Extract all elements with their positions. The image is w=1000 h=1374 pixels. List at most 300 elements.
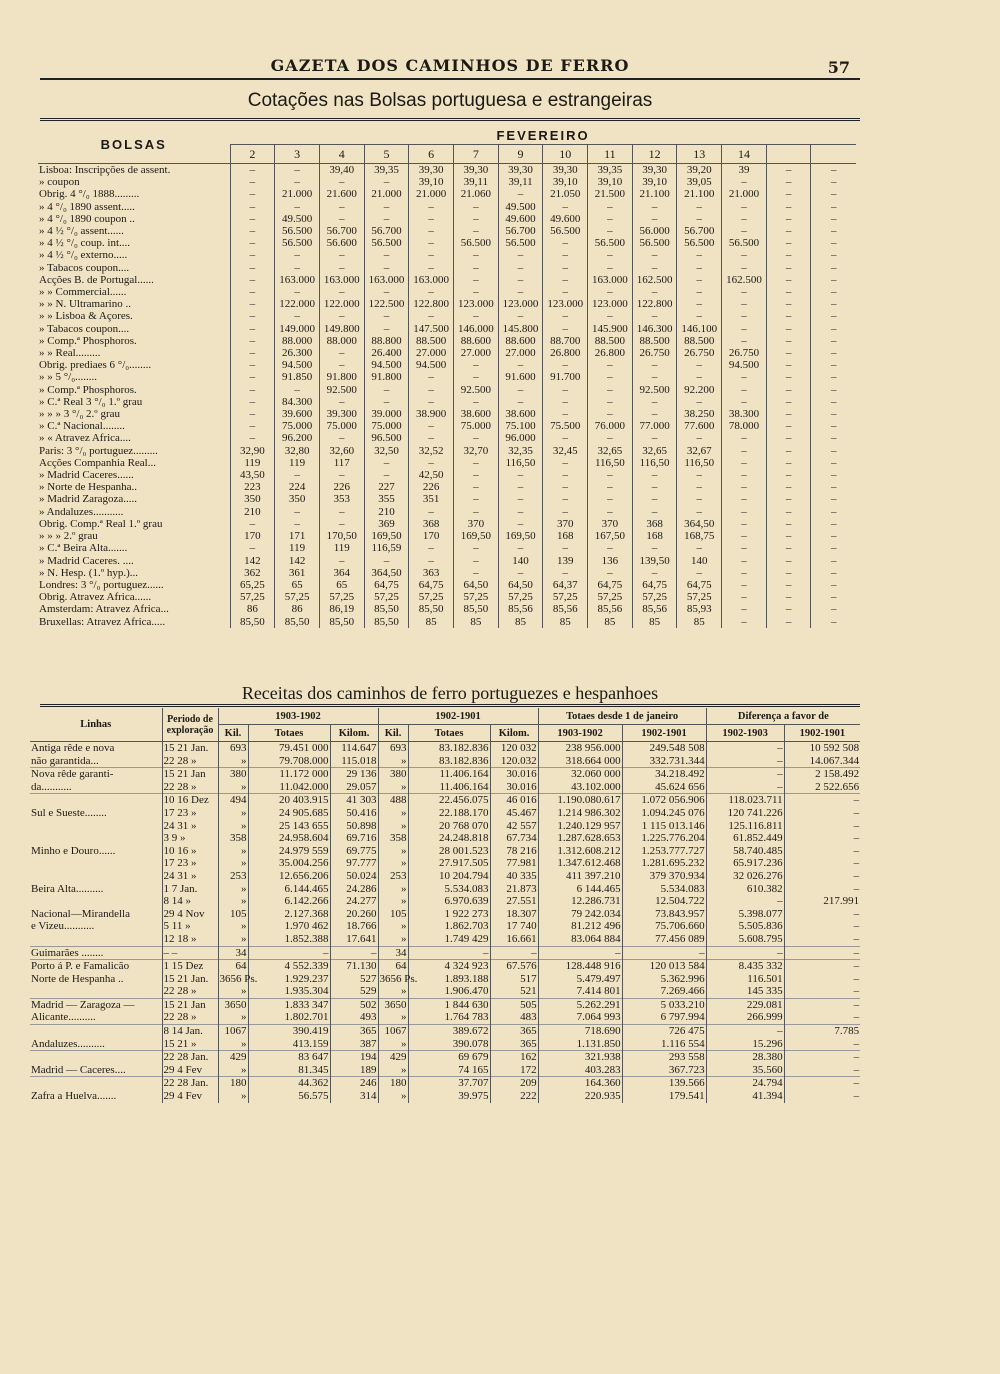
quote-cell: 64,75: [409, 579, 454, 591]
quote-cell: –: [677, 298, 722, 310]
quote-cell: –: [811, 432, 856, 444]
quote-cell: –: [632, 249, 677, 261]
quote-cell: –: [453, 225, 498, 237]
difference-cell: –: [784, 1011, 860, 1024]
kil-cell: »: [218, 883, 248, 896]
total-since-cell: 6 144.465: [538, 883, 622, 896]
kilom-cell: 17.641: [330, 933, 378, 946]
difference-cell: 41.394: [706, 1090, 784, 1103]
receitas-row: [30, 1077, 860, 1090]
bolsas-corner-label: BOLSAS: [38, 126, 230, 164]
quote-cell: –: [766, 371, 811, 383]
kilom-cell: 40 335: [490, 870, 538, 883]
quote-cell: 119: [275, 542, 320, 554]
quote-cell: 64,50: [453, 579, 498, 591]
quote-cell: –: [409, 237, 454, 249]
total-cell: 1.833 347: [248, 998, 330, 1011]
total-cell: 28 001.523: [408, 845, 490, 858]
quote-cell: 56.500: [364, 237, 409, 249]
quote-cell: 145.800: [498, 323, 543, 335]
quote-cell: 162.500: [632, 274, 677, 286]
kil-cell: »: [378, 781, 408, 794]
quote-cell: 210: [230, 506, 275, 518]
kilom-cell: 505: [490, 998, 538, 1011]
security-name: » » N. Ultramarino ..: [39, 298, 131, 311]
period-cell: 22 28 »: [162, 1011, 218, 1024]
quote-cell: –: [543, 310, 588, 322]
quote-cell: –: [722, 530, 767, 542]
total-since-cell: 1.094.245 076: [622, 807, 706, 820]
quote-cell: –: [230, 237, 275, 249]
period-cell: 15 21 Jan.: [162, 973, 218, 986]
quote-cell: 168,75: [677, 530, 722, 542]
quote-cell: –: [677, 481, 722, 493]
quote-cell: –: [722, 542, 767, 554]
quote-cell: –: [498, 518, 543, 530]
quote-cell: 85,50: [364, 616, 409, 628]
quote-cell: –: [230, 359, 275, 371]
quote-cell: –: [230, 420, 275, 432]
difference-cell: –: [784, 946, 860, 960]
quote-cell: 21.100: [677, 188, 722, 200]
total-cell: 390.419: [248, 1025, 330, 1038]
receitas-row: [30, 1011, 860, 1024]
total-cell: 44.362: [248, 1077, 330, 1090]
day-header: 10: [543, 145, 588, 164]
receitas-row: [30, 781, 860, 794]
quote-cell: –: [319, 201, 364, 213]
quote-cell: 170,50: [319, 530, 364, 542]
kil-cell: 105: [218, 908, 248, 921]
total-since-cell: 73.843.957: [622, 908, 706, 921]
quote-cell: 116,50: [588, 457, 633, 469]
quote-cell: –: [543, 359, 588, 371]
difference-cell: –: [784, 794, 860, 807]
total-cell: 83.182.836: [408, 755, 490, 768]
quote-cell: –: [453, 262, 498, 274]
quote-cell: –: [766, 323, 811, 335]
kilom-cell: 45.467: [490, 807, 538, 820]
security-name: » 4 °/₀ 1890 assent.....: [39, 200, 135, 213]
day-header: 12: [632, 145, 677, 164]
kil-cell: »: [218, 755, 248, 768]
quote-cell: 368: [632, 518, 677, 530]
quote-cell: –: [453, 542, 498, 554]
quote-cell: 75.100: [498, 420, 543, 432]
period-cell: 15 21 »: [162, 1038, 218, 1051]
quote-cell: –: [811, 530, 856, 542]
kilom-cell: 50.024: [330, 870, 378, 883]
quote-cell: –: [722, 493, 767, 505]
bolsas-row: [38, 420, 856, 432]
quote-cell: –: [811, 518, 856, 530]
kil-cell: »: [218, 895, 248, 908]
quote-cell: 351: [409, 493, 454, 505]
quote-cell: –: [409, 286, 454, 298]
quote-cell: –: [632, 213, 677, 225]
quote-cell: 88.000: [275, 335, 320, 347]
quote-cell: –: [498, 359, 543, 371]
kilom-cell: 189: [330, 1064, 378, 1077]
quote-cell: 32,52: [409, 445, 454, 457]
bolsas-row: [38, 201, 856, 213]
receitas-row: [30, 883, 860, 896]
quote-cell: –: [632, 408, 677, 420]
quote-cell: –: [453, 274, 498, 286]
quote-cell: –: [766, 176, 811, 188]
kilom-cell: 387: [330, 1038, 378, 1051]
line-name: Madrid — Caceres....: [31, 1063, 126, 1076]
day-header-blank: [811, 145, 856, 164]
quote-cell: –: [409, 457, 454, 469]
col-totaes-desde-1: 1903-1902: [538, 725, 622, 742]
quote-cell: –: [811, 310, 856, 322]
quote-cell: 362: [230, 567, 275, 579]
difference-cell: 65.917.236: [706, 857, 784, 870]
kil-cell: 3656 Ps.: [219, 972, 258, 985]
quote-cell: –: [766, 603, 811, 615]
difference-cell: 125.116.811: [706, 820, 784, 833]
quote-cell: –: [588, 225, 633, 237]
kilom-cell: 120.032: [490, 755, 538, 768]
total-since-cell: 1.253.777.727: [622, 845, 706, 858]
quote-cell: 27.000: [409, 347, 454, 359]
quote-cell: –: [453, 286, 498, 298]
line-name: [30, 895, 162, 908]
quote-cell: –: [722, 286, 767, 298]
quote-cell: 26.750: [677, 347, 722, 359]
quote-cell: –: [722, 616, 767, 628]
col-diferenca: Diferença a favor de: [706, 708, 860, 725]
quote-cell: 122.800: [409, 298, 454, 310]
quote-cell: –: [588, 359, 633, 371]
security-name: » 4 ½ °/₀ assent......: [39, 225, 124, 238]
receitas-table: [30, 708, 860, 1103]
total-since-cell: 1.225.776.204: [622, 832, 706, 845]
quote-cell: –: [766, 164, 811, 177]
security-name: Acções Companhia Real...: [39, 456, 156, 469]
difference-cell: 5.505.836: [706, 920, 784, 933]
total-cell: 1.929.237: [248, 973, 330, 986]
quote-cell: –: [275, 176, 320, 188]
quote-cell: –: [722, 384, 767, 396]
kilom-cell: 50.898: [330, 820, 378, 833]
quote-cell: 85: [588, 616, 633, 628]
difference-cell: –: [784, 832, 860, 845]
kil-cell: 64: [378, 960, 408, 973]
quote-cell: 57,25: [677, 591, 722, 603]
quote-cell: 56.600: [319, 237, 364, 249]
receitas-row: [30, 998, 860, 1011]
quote-cell: –: [677, 371, 722, 383]
quote-cell: 49.600: [543, 213, 588, 225]
kilom-cell: 483: [490, 1011, 538, 1024]
quote-cell: 88.500: [677, 335, 722, 347]
security-name: » » » 3 °/₀ 2.º grau: [39, 408, 120, 421]
difference-cell: 24.794: [706, 1077, 784, 1090]
total-since-cell: 238 956.000: [538, 742, 622, 755]
quote-cell: –: [409, 542, 454, 554]
col-linhas: Linhas: [30, 708, 162, 742]
receitas-row: [30, 845, 860, 858]
total-cell: 11.042.000: [248, 781, 330, 794]
quote-cell: 21.500: [588, 188, 633, 200]
page-number: 57: [827, 58, 850, 77]
quote-cell: –: [722, 603, 767, 615]
total-cell: 11.406.164: [408, 768, 490, 781]
bolsas-row: [38, 506, 856, 518]
line-name: e Vizeu...........: [31, 920, 95, 933]
quote-cell: –: [319, 555, 364, 567]
quote-cell: 122.000: [275, 298, 320, 310]
total-since-cell: 1.281.695.232: [622, 857, 706, 870]
kil-cell: »: [218, 933, 248, 946]
quote-cell: 64,50: [498, 579, 543, 591]
quote-cell: –: [498, 481, 543, 493]
receitas-row: [30, 870, 860, 883]
quote-cell: –: [588, 396, 633, 408]
total-cell: 24.958.604: [248, 832, 330, 845]
difference-cell: 5.608.795: [706, 933, 784, 946]
quote-cell: –: [319, 359, 364, 371]
quote-cell: –: [543, 542, 588, 554]
quote-cell: 39,05: [677, 176, 722, 188]
bolsas-row: [38, 237, 856, 249]
total-since-cell: 220.935: [538, 1090, 622, 1103]
quote-cell: 88.800: [364, 335, 409, 347]
quote-cell: 42,50: [409, 469, 454, 481]
quote-cell: –: [811, 359, 856, 371]
quote-cell: 49.500: [498, 201, 543, 213]
day-header: 6: [409, 145, 454, 164]
day-header-blank: [766, 145, 811, 164]
kil-cell: »: [218, 807, 248, 820]
total-since-cell: 1.131.850: [538, 1038, 622, 1051]
total-since-cell: 5.534.083: [622, 883, 706, 896]
kil-cell: 3650: [378, 998, 408, 1011]
quote-cell: 56.700: [498, 225, 543, 237]
quote-cell: 85: [543, 616, 588, 628]
bolsas-row: [38, 555, 856, 567]
receitas-row: [30, 1090, 860, 1103]
kil-cell: »: [218, 1090, 248, 1103]
security-name: » N. Hesp. (1.º hyp.)...: [39, 566, 139, 579]
kilom-cell: 194: [330, 1051, 378, 1064]
quote-cell: –: [364, 286, 409, 298]
quote-cell: –: [588, 432, 633, 444]
quote-cell: 223: [230, 481, 275, 493]
quote-cell: 86,19: [319, 603, 364, 615]
quote-cell: 32,90: [230, 445, 275, 457]
line-name: Guimarães ........: [30, 946, 162, 960]
bolsas-row: [38, 530, 856, 542]
quote-cell: –: [364, 213, 409, 225]
bolsas-row: [38, 274, 856, 286]
quote-cell: –: [811, 555, 856, 567]
quote-cell: 32,67: [677, 445, 722, 457]
quote-cell: –: [677, 249, 722, 261]
quote-cell: –: [811, 445, 856, 457]
kil-cell: 3656 Ps.: [379, 972, 418, 985]
quote-cell: 75.500: [543, 420, 588, 432]
security-name: Obrig. Atravez Africa......: [39, 591, 152, 604]
bolsas-row: [38, 371, 856, 383]
difference-cell: –: [706, 781, 784, 794]
quote-cell: 56.700: [677, 225, 722, 237]
total-cell: 1.893.188: [408, 973, 490, 986]
kil-cell: »: [218, 781, 248, 794]
quote-cell: –: [409, 384, 454, 396]
quote-cell: –: [275, 286, 320, 298]
quote-cell: –: [230, 335, 275, 347]
quote-cell: –: [275, 201, 320, 213]
quote-cell: 77.600: [677, 420, 722, 432]
quote-cell: –: [409, 432, 454, 444]
security-name: Paris: 3 °/₀ portuguez.........: [39, 444, 158, 457]
quote-cell: –: [453, 396, 498, 408]
running-head: GAZETA DOS CAMINHOS DE FERRO: [270, 56, 630, 75]
quote-cell: –: [543, 432, 588, 444]
total-cell: 1.764 783: [408, 1011, 490, 1024]
kil-cell: 693: [218, 742, 248, 755]
quote-cell: 38.600: [453, 408, 498, 420]
total-since-cell: 5.362.996: [622, 973, 706, 986]
quote-cell: –: [766, 506, 811, 518]
quote-cell: –: [811, 396, 856, 408]
difference-cell: –: [784, 960, 860, 973]
quote-cell: –: [364, 469, 409, 481]
kil-cell: 180: [378, 1077, 408, 1090]
difference-cell: 610.382: [706, 883, 784, 896]
kilom-cell: 78 216: [490, 845, 538, 858]
total-since-cell: 81.212 496: [538, 920, 622, 933]
quote-cell: 43,50: [230, 469, 275, 481]
receitas-row: [30, 794, 860, 807]
bolsas-row: [38, 213, 856, 225]
quote-cell: 162.500: [722, 274, 767, 286]
total-since-cell: 7.269.466: [622, 985, 706, 998]
receitas-row: [30, 895, 860, 908]
kil-cell: 358: [378, 832, 408, 845]
period-cell: 29 4 Fev: [162, 1064, 218, 1077]
period-cell: 1 15 Dez: [162, 960, 218, 973]
kil-cell: 488: [378, 794, 408, 807]
quote-cell: 39,10: [543, 176, 588, 188]
quote-cell: –: [230, 274, 275, 286]
quote-cell: –: [230, 347, 275, 359]
kilom-cell: 115.018: [330, 755, 378, 768]
total-cell: 4 552.339: [248, 960, 330, 973]
total-since-cell: 1.072 056.906: [622, 794, 706, 807]
quote-cell: –: [766, 298, 811, 310]
quote-cell: –: [766, 518, 811, 530]
kil-cell: »: [378, 857, 408, 870]
quote-cell: –: [543, 493, 588, 505]
quote-cell: 26.800: [543, 347, 588, 359]
quote-cell: 94.500: [275, 359, 320, 371]
total-cell: 25 143 655: [248, 820, 330, 833]
quote-cell: 170: [230, 530, 275, 542]
quote-cell: 167,50: [588, 530, 633, 542]
total-since-cell: 179.541: [622, 1090, 706, 1103]
quote-cell: 85,56: [632, 603, 677, 615]
difference-cell: –: [784, 973, 860, 986]
total-since-cell: 249.548 508: [622, 742, 706, 755]
quote-cell: –: [766, 420, 811, 432]
quote-cell: 149.000: [275, 323, 320, 335]
quote-cell: 56.500: [588, 237, 633, 249]
quote-cell: 39,35: [588, 164, 633, 177]
difference-cell: –: [784, 883, 860, 896]
month-header: FEVEREIRO: [230, 126, 856, 145]
quote-cell: –: [409, 310, 454, 322]
quote-cell: –: [632, 286, 677, 298]
bolsas-row: [38, 188, 856, 200]
quote-cell: 94.500: [364, 359, 409, 371]
quote-cell: 85: [409, 616, 454, 628]
quote-cell: –: [811, 567, 856, 579]
quote-cell: –: [722, 396, 767, 408]
total-cell: 24.248.818: [408, 832, 490, 845]
quote-cell: 32,45: [543, 445, 588, 457]
quote-cell: –: [766, 432, 811, 444]
kil-cell: »: [218, 1038, 248, 1051]
receitas-row: [30, 832, 860, 845]
bolsas-row: [38, 335, 856, 347]
receitas-row: [30, 908, 860, 921]
kil-cell: 34: [378, 946, 408, 960]
quote-cell: 227: [364, 481, 409, 493]
quote-cell: –: [453, 249, 498, 261]
difference-cell: –: [784, 998, 860, 1011]
quote-cell: –: [453, 493, 498, 505]
line-name: Porto á P. e Famalicão: [30, 960, 162, 973]
quote-cell: 57,25: [319, 591, 364, 603]
total-since-cell: 12.504.722: [622, 895, 706, 908]
quote-cell: –: [230, 408, 275, 420]
total-cell: 35.004.256: [248, 857, 330, 870]
quote-cell: –: [722, 249, 767, 261]
total-cell: 1.862.703: [408, 920, 490, 933]
quote-cell: –: [677, 493, 722, 505]
kil-cell: 693: [378, 742, 408, 755]
quote-cell: –: [766, 249, 811, 261]
quote-cell: –: [766, 201, 811, 213]
quote-cell: –: [319, 213, 364, 225]
total-cell: 22.188.170: [408, 807, 490, 820]
total-since-cell: 379 370.934: [622, 870, 706, 883]
receitas-row: [30, 857, 860, 870]
total-since-cell: 164.360: [538, 1077, 622, 1090]
difference-cell: –: [706, 946, 784, 960]
total-cell: 10 204.794: [408, 870, 490, 883]
bolsas-row: [38, 396, 856, 408]
quote-cell: –: [766, 445, 811, 457]
quote-cell: –: [230, 176, 275, 188]
total-cell: 1.935.304: [248, 985, 330, 998]
difference-cell: 15.296: [706, 1038, 784, 1051]
quote-cell: 56.700: [364, 225, 409, 237]
quote-cell: 32,60: [319, 445, 364, 457]
quote-cell: –: [766, 384, 811, 396]
quote-cell: –: [230, 371, 275, 383]
quote-cell: –: [230, 201, 275, 213]
quote-cell: –: [677, 469, 722, 481]
difference-cell: 116.501: [706, 973, 784, 986]
quote-cell: 168: [543, 530, 588, 542]
kilom-cell: 502: [330, 998, 378, 1011]
kil-cell: »: [378, 883, 408, 896]
